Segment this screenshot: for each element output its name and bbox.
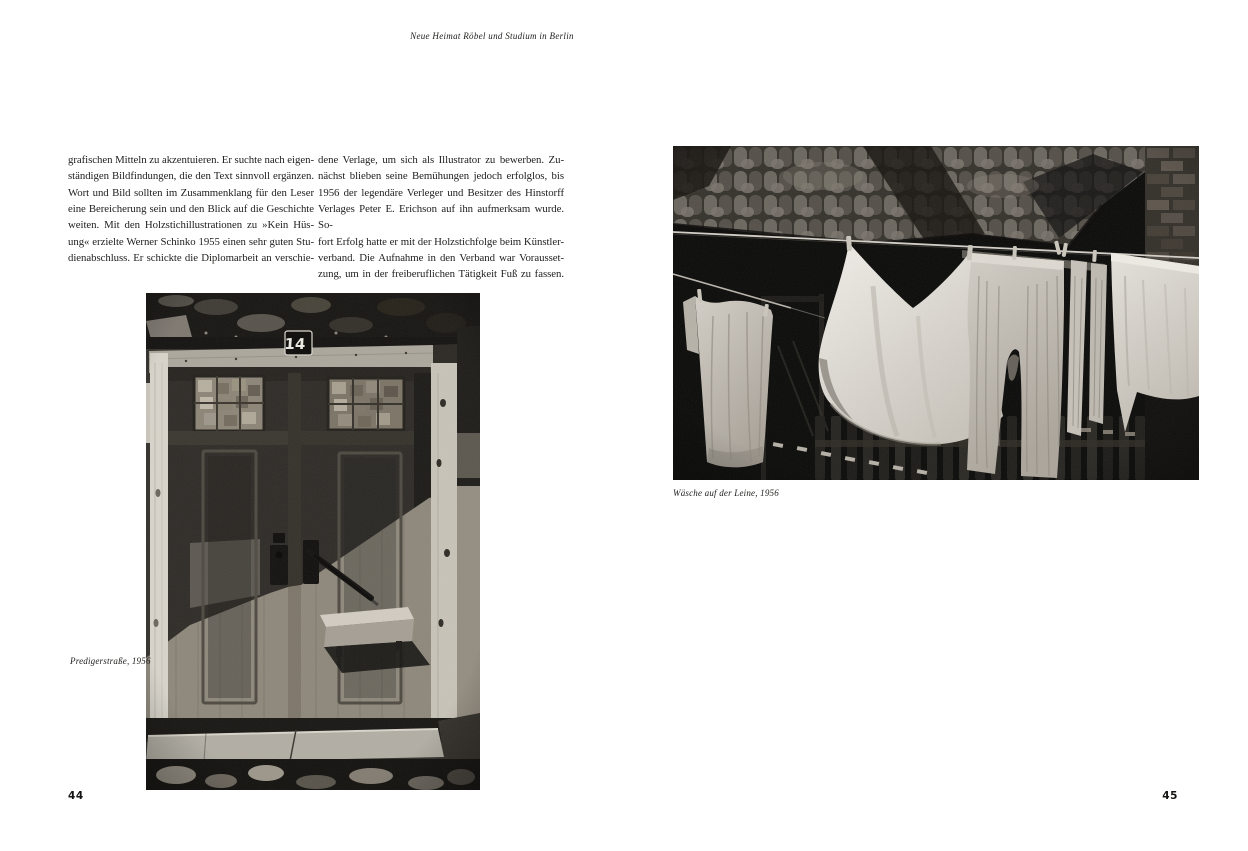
body-text-line: Wort und Bild sollten im Zusammenklang für den Leser [68, 186, 314, 199]
body-text-line: ung« erzielte Werner Schinko 1955 einen sehr guten Stu- [68, 235, 314, 248]
body-text-line: eine Bereicherung sein und den Blick auf die Geschichte [68, 203, 314, 216]
running-head: Neue Heimat Röbel und Studium in Berlin [410, 31, 574, 41]
page-number-left: 44 [68, 790, 84, 802]
body-text-line: weiten. Mit den Holzstichillustrationen zu »Kein Hüs- [68, 219, 314, 232]
body-text-line: zung, um in der freiberuflichen Tätigkeit Fuß zu fassen. [318, 268, 564, 281]
body-text-line: nächst blieben seine Bemühungen jedoch erfolglos, bis [318, 170, 564, 183]
laundry-photo [673, 146, 1199, 480]
door-photo [146, 293, 480, 790]
body-text-line: ständigen Bildfindungen, die den Text sinnvoll ergänzen. [68, 170, 314, 183]
body-text-line: dene Verlage, um sich als Illustrator zu bewerben. Zu- [318, 154, 564, 166]
body-column-right [318, 152, 564, 283]
photo-caption-left: Predigerstraße, 1956 [70, 656, 151, 666]
photo-caption-right: Wäsche auf der Leine, 1956 [673, 488, 779, 498]
body-column-left [68, 152, 314, 266]
body-text-line: verband. Die Aufnahme in den Verband war Vorausset- [318, 252, 564, 265]
body-text-line: 1956 der legendäre Verleger und Besitzer des Hinstorff [318, 186, 564, 199]
body-text-line: grafischen Mitteln zu akzentuieren. Er suchte nach eigen- [68, 154, 314, 166]
laundry-photo-art [673, 146, 1199, 480]
body-text-line: fort Erfolg hatte er mit der Holzstichfolge beim Künstler- [318, 235, 564, 248]
door-photo-art [146, 293, 480, 790]
body-text-line: Verlages Peter E. Erichson auf ihn aufmerksam wurde. So- [318, 203, 564, 232]
body-text-line: dienabschluss. Er schickte die Diplomarbeit an verschie- [68, 252, 314, 265]
page-number-right: 45 [1162, 790, 1178, 802]
